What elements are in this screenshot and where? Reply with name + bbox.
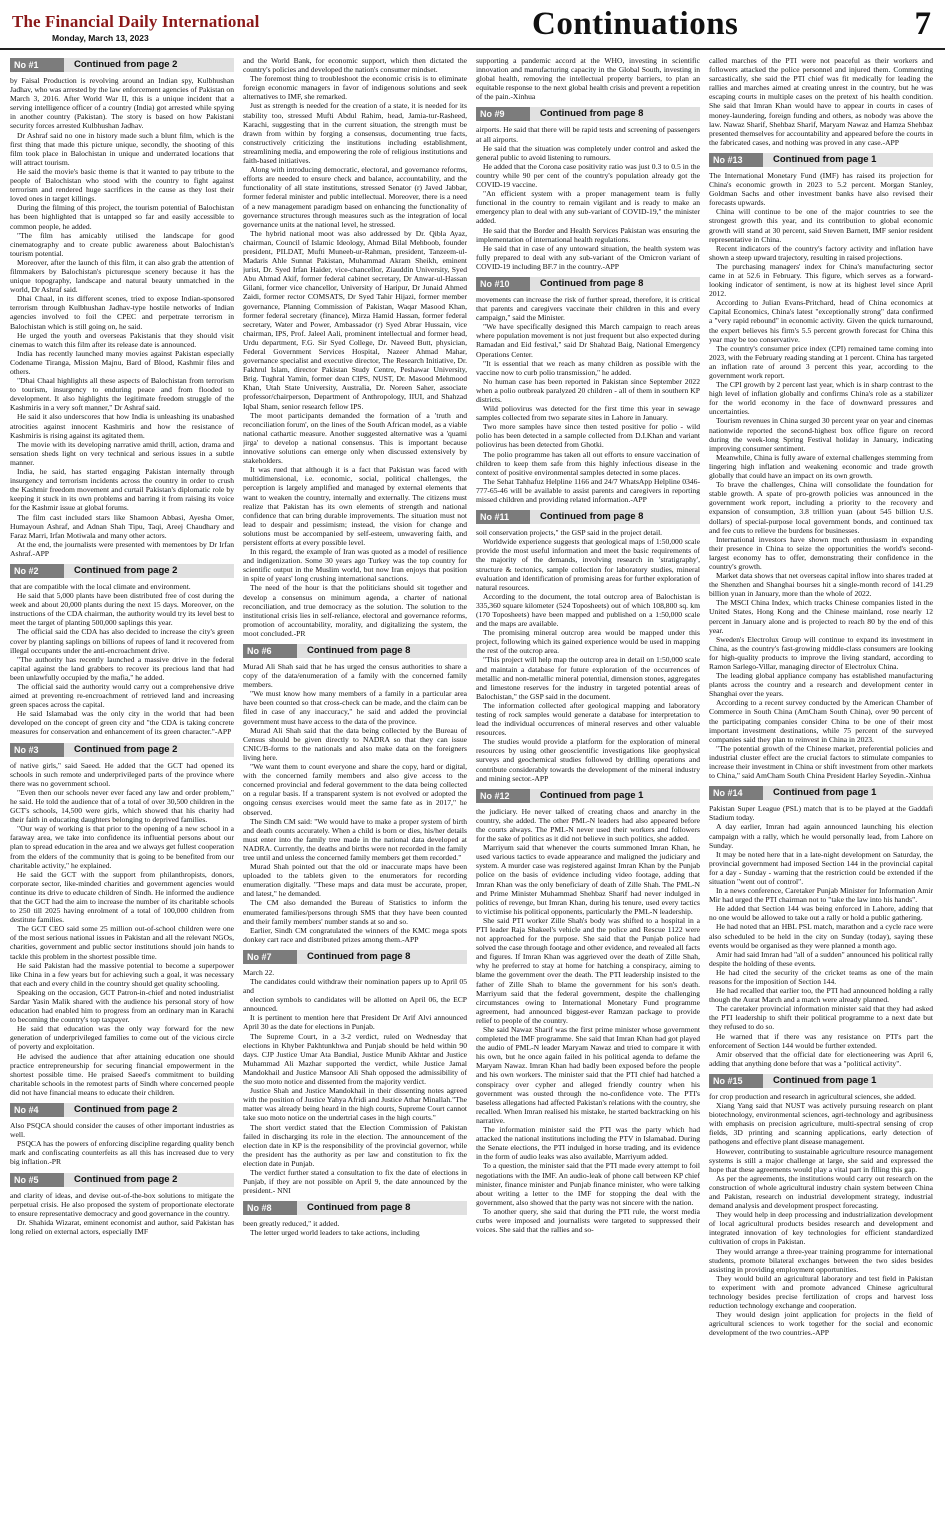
paragraph: Wild poliovirus was detected for the first time this year in sewage samples collected from two separate sites in Lahore in January.	[476, 404, 700, 423]
paragraph: soil conservation projects," the GSP said in the project detail.	[476, 528, 663, 538]
paragraph: "Our way of working is that prior to the opening of a new school in a faraway area, we take into confidence its influential persons about our plan to spread education in the area and we always get fullest cooperation from the elders of the community that is going to be benefited from our charitable activity," he explained.	[10, 824, 234, 870]
story-number: No #9	[476, 107, 530, 121]
story-header	[709, 786, 933, 800]
story-body	[476, 295, 700, 504]
paragraph: In this regard, the example of Iran was quoted as a model of resilience and indigenization. Some 30 years ago Turkey was the top country for scientific output in the Muslim world, but now Iran enjoys that position in spite of years' long crushing international sanctions.	[243, 547, 467, 584]
story-number: No #5	[10, 1173, 64, 1187]
paragraph: It may be noted here that in a late-night development on Saturday, the provincial government had imposed Section 144 in the provincial capital for a day - Sunday - warning that the restriction could be extended if the situation "went out of control".	[709, 849, 933, 886]
story-number: No #7	[243, 950, 297, 964]
paragraph: Amir observed that the official date for electioneering was April 6, adding that anything done before that was a "political activity".	[709, 1049, 933, 1068]
paragraph: The information collected after geological mapping and laboratory testing of rock samples would generate a database for interpretation to lead the individual occurrences of mineral reserves and other valuable resources.	[476, 700, 700, 738]
continued-story	[709, 153, 933, 780]
story-number: No #11	[476, 510, 530, 524]
paragraph: by Faisal Production is revolving around an Indian spy, Kulbhushan Jadhav, who was arrested by the law enforcement agencies of Pakistan on March 3, 2016. After World War II, this is a unique incident that a serving intelligence officer of a country (India) got arrested while spying in another country (Pakistan). The story is based on how Pakistani security forces arrested Kulbhushan Jadhav.	[10, 76, 234, 131]
story-body	[476, 528, 700, 783]
paragraph: Also PSQCA should consider the causes of other important industries as well.	[10, 1121, 234, 1140]
paragraph: Amir had said Imran had "all of a sudden" announced his political rally despite the holding of these events.	[709, 949, 933, 968]
paragraph: The Supreme Court, in a 3-2 verdict, ruled on Wednesday that elections in Khyber Pakhtunkhwa and Punjab should be held within 90 days. CJP Justice Umar Ata Bandial, Justice Munib Akhtar and Justice Muhammad Ali Mazhar supported the verdict, while Justice Jamal Mandokhail and Justice Mansoor Ali Shah opposed the admissibility of the suo moto notice and dissented from the majority verdict.	[243, 1031, 467, 1087]
story-header	[243, 644, 467, 658]
story-body	[10, 761, 234, 1097]
story-header	[10, 743, 234, 757]
paragraph: He said it also underscores that how India is unleashing its unabashed atrocities against innocent Kashmiris and how the resistance of Kashmiris is rising against its agitated them.	[10, 412, 234, 440]
story-body	[476, 56, 700, 101]
paragraph: He said that education was the only way forward for the new generation of underprivileged families to come out of the vicious circle of poverty and exploitation.	[10, 1024, 234, 1052]
continued-from-label: Continued from page 2	[64, 1103, 234, 1117]
paragraph: The polio programme has taken all out efforts to ensure vaccination of children to keep them safe from this highly infectious disease in the context of positive environmental samples detected in some places.	[476, 449, 700, 477]
paragraph: been greatly reduced," it added.	[243, 1219, 340, 1229]
story-body	[709, 171, 933, 780]
paragraph: Pakistan Super League (PSL) match that is to be played at the Gaddafi Stadium today.	[709, 804, 933, 823]
paragraph: Worldwide experience suggests that geological maps of 1:50,000 scale provide the most useful information and meet the basic requirements of the majority of the demands, involving research in 'stratigraphy', structure & tectonics, sample collection for laboratory studies, mineral evaluation and identification of promising areas for further exploration of natural resources.	[476, 537, 700, 592]
paragraph: The caretaker provincial information minister said that they had asked the PTI leadership to shift their political programme to a next date but they refused to do so.	[709, 1004, 933, 1032]
paragraph: Murad Ali Shah said that the data being collected by the Bureau of Census should be given directly to NADRA so that they can issue CNIC/B-forms to the nationals and also make data on the foreigners living here.	[243, 725, 467, 762]
paragraph: Dr. Shahida Wizarat, eminent economist and author, said Pakistan has long relied on external actors, especially IMF	[10, 1217, 234, 1236]
paragraph: The need of the hour is that the politicians should sit together and develop a consensus on minimum agenda, a charter of national reconciliation, and true democracy as the solution. The solution to the institutional crisis lies in self-reliance, electoral and governance reforms, promotion of accountability, morality, and digitalizing the system, the moot concluded.-PR	[243, 583, 467, 638]
story-body	[10, 1191, 234, 1236]
paragraph: "It is essential that we reach as many children as possible with the vaccine now to curb polio transmission," he added.	[476, 358, 700, 377]
paragraph: At the end, the journalists were presented with mementoes by Dr Irfan Ashraf.-APP	[10, 539, 234, 558]
column-2	[243, 56, 467, 1526]
continued-from-label: Continued from page 1	[530, 789, 700, 803]
paragraph: He urged the youth and overseas Pakistanis that they should visit cinemas to watch this film after its release date is announced.	[10, 330, 234, 349]
paragraph: The official said the authority would carry out a comprehensive drive aimed at preventing re-encroachment of retrieved land and increasing green spaces across the capital.	[10, 682, 234, 710]
masthead	[0, 0, 945, 50]
page-number: 7	[914, 6, 931, 42]
paragraph: "We want them to count everyone and share the copy, hard or digital, with the concerned family members and also give access to the concerned provincial and federal government to the data being collected on a regular basis. If a transparent system is not evolved or adopted the ongoing census exercises would meet the same fate as in 2017," he observed.	[243, 762, 467, 817]
paragraph: the judiciary. He never talked of creating chaos and anarchy in the country, she added. The other PML-N leaders had also appeared before the courts always. The PML-N never used their workers and followers for the sake of politics as it did not believe in such politics, she added.	[476, 806, 700, 844]
paragraph: "Even then our schools never ever faced any law and order problem," he said. He told the audience that of a total of over 30,500 children in the GCT's schools, 14,500 were girls, which showed that his charity had their faith in educating daughters belonging to deprived families.	[10, 787, 234, 825]
paragraph: and the World Bank, for economic support, which then dictated the country's policies and developed the nation's consumer mindset.	[243, 56, 467, 75]
story-number: No #2	[10, 564, 64, 578]
paragraph: The leading global appliance company has established manufacturing plants across the country and a research and development center in Shanghai over the years.	[709, 671, 933, 699]
paragraph: and clarity of ideas, and devise out-of-the-box solutions to mitigate the perpetual crisis. He also proposed the system of proportionate electorate to ensure representative democracy and good governance in the country.	[10, 1190, 234, 1218]
continued-from-label: Continued from page 8	[530, 107, 700, 121]
paragraph: Xiang Yang said that NUST was actively pursuing research on plant biotechnology, environmental sciences, agri-technology and agribusiness with emphasis on precision agriculture, multi-spectral sensing of crop fields, 3D printing and scanning applications, early detection of pathogens and effective plant disease management.	[709, 1101, 933, 1147]
paragraph: The movie with its developing narrative amid thrill, action, drama and sensation sheds light on very technical and serious issues in a subtle manner.	[10, 439, 234, 467]
story-number: No #14	[709, 786, 763, 800]
continued-from-label: Continued from page 1	[763, 786, 933, 800]
paragraph: It is pertinent to mention here that President Dr Arif Alvi announced April 30 as the date for elections in Punjab.	[243, 1013, 467, 1032]
paragraph: Speaking on the occasion, GCT Patron-in-chief and noted industrialist Sardar Yasin Malik shared with the audience his personal story of how education had enabled him to progress from an ordinary man in Karachi to becoming the country's top taxpayer.	[10, 987, 234, 1025]
column-1	[10, 56, 234, 1526]
paragraph: India has recently launched many movies against Pakistan especially Codename Tiranga, Mission Majnu, Bard of Blood, Kashmir files and others.	[10, 348, 234, 376]
paragraph: movements can increase the risk of further spread, therefore, it is critical that parents and caregivers vaccinate their children in this and every campaign," said the Minister.	[476, 294, 700, 323]
story-header	[10, 1173, 234, 1187]
paragraph: The foremost thing to troubleshoot the economic crisis is to eliminate foreign economic managers in favor of indigenous solutions and seek alternatives to IMF, she remarked.	[243, 74, 467, 102]
paragraph: The film cast included stars like Shamoon Abbasi, Ayesha Omer, Humayoun Ashraf, and Adnan Shah Tipu, Taqi, Areej Chaudhary and Faraz Marri, Irfan Motiwala and many other actors.	[10, 512, 234, 540]
paragraph: He said that the situation was completely under control and asked the general public to avoid listening to rumours.	[476, 143, 700, 162]
paragraph: She said PTI worker Zille Shah's body was shifted to a hospital in a PTI leader Raja Shakeel's vehicle and the police and Rescue 1122 were not approached for the purpose. She said that the Punjab police had solved the case through footage and other evidence, and revealed all facts and figures. If Imran Khan was aggrieved over the death of Zille Shah, why he preferred to stay at home for hatching a conspiracy, aiming to blame the government over the death. The PTI leadership insisted to the father of Zille Shah to blame the government for his son's death. Marriyum said that the federal government, despite the challenging circumstances owing to International Monetary Fund programme agreement, had announced biggest-ever Ramzan package to provide relief to people of the country.	[476, 915, 700, 1025]
story-number: No #13	[709, 153, 763, 167]
paragraph: According to Julian Evans-Pritchard, head of China economics at Capital Economics, China's latest "exceptionally strong" data confirmed a "very rapid rebound" in economic activity. Given the quick turnaround, the expert believes his firm's 5.5 percent growth forecast for China this year may be too conservative.	[709, 298, 933, 344]
story-body	[476, 125, 700, 271]
paragraph: The CM also demanded the Bureau of Statistics to inform the enumerated families/persons through SMS that they have been counted and their family members' number stands at so and so.	[243, 898, 467, 926]
paragraph: Dhai Chaal, in its different scenes, tried to expose Indian-sponsored terrorism through Kulbhushan Jadhav-type hostile networks of Indian agencies involved to foil the CPEC and perpetrate terrorism in Balochistan which is still going on, he said.	[10, 294, 234, 331]
paragraph: The verdict further stated a consultation to fix the date of elections in Punjab, if they are not possible on April 9, the date announced by the president.- NNI	[243, 1167, 467, 1196]
paragraph: He said the movie's basic theme is that it wanted to pay tribute to the people of Balochistan who stood with the country to fight against terrorism and rendered huge sacrifices in the cause as they lost their loved ones in target killings.	[10, 166, 234, 204]
continued-story	[243, 950, 467, 1195]
article-columns	[10, 56, 935, 1526]
paragraph: The CPI growth by 2 percent last year, which is in sharp contrast to the high level of inflation globally and confirms China's role as a stabilizer for the world economy in the face of downward pressures and uncertainties.	[709, 380, 933, 417]
paragraph: The candidates could withdraw their nomination papers up to April 05 and	[243, 977, 467, 996]
paragraph: "The film has amicably utilised the landscape for good cinematography and to create public awareness about Balochistan's tourism potential.	[10, 230, 234, 258]
paragraph: Meanwhile, China is fully aware of external challenges stemming from lingering high inflation and weakening economic and trade growth globally that could have an impact on its own growth.	[709, 452, 933, 481]
paragraph: He said Islamabad was the only city in the world that had been developed on the concept of green city and "the CDA is taking concrete measures for conservation and enhancement of its green character."-APP	[10, 709, 234, 737]
paragraph: of native girls," said Saeed. He added that the GCT had opened its schools in such remote and underprivileged parts of the province where there was no government school.	[10, 760, 234, 788]
paragraph: that are compatible with the local climate and environment.	[10, 581, 191, 591]
paragraph: He had cited the security of the cricket teams as one of the main reasons for the imposition of Section 144.	[709, 967, 933, 986]
story-body	[243, 662, 467, 944]
paragraph: In a news conference, Caretaker Punjab Minister for Information Amir Mir had urged the PTI chairman not to "take the law into his hands".	[709, 886, 933, 905]
newspaper-name: The Financial Daily International	[12, 12, 260, 31]
paragraph: Marriyum said that whenever the courts summoned Imran Khan, he used various tactics to evade appearance and maligned the judiciary and system. A murder case was registered against Imran Khan by the Punjab police on the basis of evidence including video footage, adding that Imran Khan was the only beneficiary of death of Zille Shah. The PML-N and Prime Minister Muhammad Shehbaz Sharif had never indulged in politics of revenge, but Imran Khan, during his tenure, used every tactics to victimise his political opponents, particularly the PML-N leadership.	[476, 843, 700, 916]
story-body	[10, 582, 234, 737]
story-number: No #8	[243, 1201, 297, 1215]
paragraph: He said that 5,000 plants have been distributed free of cost during the week and about 20,000 plants during the next 15 days. Moreover, on the instructions of the CDA chairman, the authority would try its level best to meet the target of planting 500,000 saplings this year.	[10, 591, 234, 628]
continued-story	[10, 1173, 234, 1236]
continued-story	[709, 1074, 933, 1338]
paragraph: He warned that if there was any resistance on PTI's part the enforcement of Section 144 would be further extended.	[709, 1031, 933, 1050]
paragraph: To another query, she said that during the PTI rule, the worst media curbs were imposed and journalists were targeted to suppressed their voices. She said that the rallies and so-	[476, 1206, 700, 1235]
paragraph: supporting a pandemic accord at the WHO, investing in scientific innovation and manufacturing capacity in the Global South, investing in global health, removing the intellectual property barriers, to plan an equitable response to the next global health crisis and prevent a repetition of the pain.-Xinhua	[476, 56, 700, 102]
continued-from-label: Continued from page 1	[763, 1074, 933, 1088]
paragraph: It was rued that although it is a fact that Pakistan was faced with multidimensional, i.e. economic, social, political challenges, the perception is largely amplified and managed by external elements that want to weaken the country, internally and externally. The citizens must realize that Pakistan has its own elements of strength and national confidence that can bring durable improvements. The situation must not lead to despair and pessimism; instead, the vision for change and solutions must be accompanied by self-esteem, unwavering faith, and persistent efforts at every possible level.	[243, 465, 467, 547]
paragraph: He added that the Corona case positivity ratio was just 0.3 to 0.5 in the country while 90 per cent of the country's population already got the COVID-19 vaccine.	[476, 161, 700, 190]
story-body	[243, 1219, 467, 1237]
paragraph: Murad Ali Shah said that he has urged the census authorities to share a copy of the data/enumeration of a family with the concerned family members.	[243, 662, 467, 690]
continued-story	[709, 56, 933, 147]
paragraph: called marches of the PTI were not peaceful as their workers and followers attacked the police personnel and injured them. Commenting sarcastically, she said the PTI chief was fit medically for leading the rallies and marches aimed at creating unrest in the country, but he was escaping courts in multiple cases on the pretext of his health condition. She said that Imran Khan would have to appear in courts in cases of money-laundering, foreign funding and others, as nobody was above the law. Nawaz Sharif, Shehbaz Sharif, Maryam Nawaz and Hamza Shehbaz presented themselves for accountability and appeared before the courts in the fabricated cases, and nothing was proved in any case.-APP	[709, 56, 933, 147]
paragraph: "An efficient system with a proper management team is fully functional in the country to remain vigilant and is ready to make an emergency plan to deal with any sub-variant of COVID-19," the minister added.	[476, 189, 700, 226]
paragraph: "We must know how many members of a family in a particular area have been counted so that cross-check can be made, and the claim can be filed in case of any inaccuracy," he said and added the provincial government must have access to the data of the province.	[243, 689, 467, 726]
paragraph: "The authority has recently launched a massive drive in the federal capital against the land grabbers to recover its precious land that had been unlawfully occupied by the mafia," he added.	[10, 654, 234, 682]
paragraph: "The potential growth of the Chinese market, preferential policies and industrial cluster effect are the crucial factors to stimulate companies to increase their investment in China or shift investment from other markets to China," said AmCham South China President Harley Seyedin.-Xinhua	[709, 743, 933, 781]
paragraph: During the filming of this project, the tourism potential of Balochistan has been highlighted that is untapped so far and easily accessible to common people, he added.	[10, 203, 234, 231]
paragraph: The purchasing managers' index for China's manufacturing sector came in at 52.6 in February. This figure, which serves as a forward-looking indicator of sentiment, is now at its highest level since April 2012.	[709, 261, 933, 299]
story-body	[10, 1121, 234, 1166]
paragraph: They would help in deep processing and industrialization development of local agricultural products besides research and development and integrated innovation of key technologies for efficient standardized cultivation of crops in Pakistan.	[709, 1210, 933, 1247]
paragraph: Justice Shah and Justice Mandokhail in their dissenting notes agreed with the position of Justice Yahya Afridi and Justice Athar Minallah."The matter was already being heard in the high courts, Supreme Court cannot take suo moto notice on the undertrial cases in the high courts."	[243, 1086, 467, 1123]
story-header	[476, 510, 700, 524]
paragraph: No human case has been reported in Pakistan since September 2022 when a polio outbreak paralyzed 20 children - all of them in southern KP districts.	[476, 376, 700, 404]
continued-from-label: Continued from page 8	[530, 277, 700, 291]
continued-story	[476, 107, 700, 271]
paragraph: The country's consumer price index (CPI) remained tame coming into 2023, with the February reading standing at 1 percent. China has targeted an inflation rate of around 3 percent this year, according to the government work report.	[709, 343, 933, 380]
continued-from-label: Continued from page 2	[64, 58, 234, 72]
paragraph: He said that in case of any untoward situation, the health system was fully prepared to deal with any sub-variant of the Omicron variant of COVID-19 including BF.7 in the country.-APP	[476, 243, 700, 271]
continued-story	[709, 786, 933, 1068]
paragraph: The letter urged world leaders to take actions, including	[250, 1228, 420, 1238]
story-header	[476, 277, 700, 291]
paragraph: To brave the challenges, China will consolidate the foundation for stable growth. A spate of pro-growth policies was announced in the government work report, including a priority to the recovery and expansion of consumption, 3.8 trillion yuan (about 545 billion U.S. dollars) of special-purpose local government bonds, and continued tax and fee cuts to relieve the burdens for businesses.	[709, 480, 933, 535]
story-header	[709, 1074, 933, 1088]
story-header	[476, 789, 700, 803]
continued-story	[10, 564, 234, 737]
paragraph: election symbols to candidates will be allotted on April 06, the ECP announced.	[243, 995, 467, 1014]
column-3	[476, 56, 700, 1526]
story-header	[10, 1103, 234, 1117]
paragraph: "We have specifically designed this March campaign to reach areas where population movement is not just frequent but also expected during Ramadan and Eid festival," said Dr Shahzad Baig, National Emergency Operations Center.	[476, 322, 700, 359]
paragraph: "This project will help map the outcrop area in detail on 1:50,000 scale and maintain a database for future exploration of the occurrences of metallic and non-metallic mineral potential, dimension stones, aggregates and limestone reserves for the industry in targeted potential areas of Balochistan," the GSP said in the document.	[476, 655, 700, 701]
story-header	[243, 950, 467, 964]
paragraph: The official said the CDA has also decided to increase the city's green cover by planting saplings on billions of rupees of land it recovered from illegal occupants under the anti-encroachment drive.	[10, 627, 234, 655]
paragraph: Sweden's Electrolux Group will continue to expand its investment in China, as the country's fast-growing middle-class consumers are looking for high-quality products to improve the living standard, according to Ramon Sarlego-Villar, managing director of Electrolux China.	[709, 634, 933, 671]
continued-story	[10, 1103, 234, 1166]
paragraph: Murad Shah pointed out that the old or inaccurate maps have been uploaded to the tablets given to the enumerators for recording enumeration digitally. "These maps and data must be accurate, proper, and latest," he demanded.	[243, 862, 467, 899]
story-number: No #4	[10, 1103, 64, 1117]
paragraph: The promising mineral outcrop area would be mapped under this project, following which its gained experience would be used in mapping the rest of the outcrop area.	[476, 628, 700, 656]
story-header	[709, 153, 933, 167]
continued-from-label: Continued from page 8	[297, 950, 467, 964]
paragraph: He added that Section 144 was being enforced in Lahore, adding that no one would be allowed to take out a rally or hold a public gathering.	[709, 904, 933, 923]
paragraph: He advised the audience that after attaining education one should practice entrepreneurship for securing financial empowerment in the shortest possible time. He praised Saeed's commitment to building charitable schools in the remotest parts of Sindh where concerned people did not have financial means to educate their children.	[10, 1051, 234, 1097]
story-body	[243, 968, 467, 1195]
story-body	[709, 56, 933, 147]
continued-from-label: Continued from page 2	[64, 564, 234, 578]
continued-from-label: Continued from page 8	[297, 644, 467, 658]
story-body	[709, 1092, 933, 1338]
continued-story	[476, 56, 700, 101]
paragraph: They would design joint application for projects in the field of agricultural sciences to work together for the social and economic development of the two countries.-APP	[709, 1310, 933, 1338]
paragraph: He had recalled that earlier too, the PTI had announced holding a rally though the Aurat March and a match were already planned.	[709, 986, 933, 1005]
paragraph: Tourism revenues in China surged 30 percent year on year and cinemas nationwide reported the second-highest box office figure on record during the week-long Spring Festival holiday in January, indicating improving consumer sentiment.	[709, 416, 933, 453]
paragraph: March 22.	[243, 967, 275, 977]
paragraph: He had noted that an HBL PSL match, marathon and a cycle race were also scheduled to be held in the city on Sunday (today), saying these events would be organised as they were planned a month ago.	[709, 922, 933, 950]
continued-from-label: Continued from page 2	[64, 1173, 234, 1187]
story-header	[10, 58, 234, 72]
continued-from-label: Continued from page 1	[763, 153, 933, 167]
paragraph: Just as strength is needed for the creation of a state, it is needed for its stability too, stressed Mufti Abdul Rahim, head, Jamia-tur-Rasheed, Karachi, suggesting that in the current situation, the strength must be drawn from within by forging a consensus, documenting true facts, constructively criticizing the institutions including establishment, streamlining media, and empowering the role of religious institutions and faith-based initiatives.	[243, 101, 467, 166]
paragraph: According to the document, the total outcrop area of Balochistan is 335,360 square kilometer (524 Toposheets) out of which 108,800 sq. km (170 Toposheets) have been mapped and published on a 1:50,000 scale and the maps are available.	[476, 591, 700, 629]
paragraph: The MSCI China Index, which tracks Chinese companies listed in the United States, Hong Kong and the Chinese mainland, rose nearly 12 percent in January alone and is projected to reach 80 by the end of this year.	[709, 598, 933, 635]
paragraph: According to a recent survey conducted by the American Chamber of Commerce in South China (AmCham South China), over 90 percent of the participating companies consider China to be one of their most important investment destinations, while 75 percent of the surveyed companies said they plan to reinvest in China in 2023.	[709, 698, 933, 744]
paragraph: Along with introducing democratic, electoral, and governance reforms, efforts are needed to ensure check and balance, accountability, and the functionality of all state institutions, stressed Senator (r) Javed Jabbar, former federal minister and public intellectual. Moreover, there is a need of a new management paradigm based on enhancing the functionality of governance structures through measures such as the integration of local governance units at the national level, he stressed.	[243, 165, 467, 229]
paragraph: As per the agreements, the institutions would carry out research on the construction of whole agricultural industry chain system between China and Pakistan, research on industrial development strategy, industrial demand analysis and development prospect forecasting.	[709, 1173, 933, 1211]
continued-story	[10, 58, 234, 558]
paragraph: To a question, the minister said that the PTI made every attempt to foil negotiations with the IMF. An audio-leak of phone call between KP chief minister, finance minister and Punjab finance minister, who were talking about writing a letter to the IMF for stopping the deal with the government, also showed that the party was not sincere with the nation.	[476, 1161, 700, 1207]
continued-story	[243, 644, 467, 944]
paragraph: The short verdict stated that the Election Commission of Pakistan failed in discharging its role in the election. The announcement of the election date in KP is the responsibility of the provincial governor, while the president has the authority as per law and constitution to fix the election date in Punjab.	[243, 1122, 467, 1168]
paragraph: Market data shows that net overseas capital inflow into shares traded at the Shenzhen and Shanghai bourses hit a single-month record of 141.29 billion yuan in January, more than the whole of 2022.	[709, 571, 933, 599]
section-title: Continuations	[532, 6, 739, 42]
paragraph: The information minister said the PTI was the party which had attacked the national institutions including the PTV in Islamabad. During the Senate elections, the PTI indulged in horse trading, and its evidence in the form of audio leaks was also available, Marriyum added.	[476, 1125, 700, 1162]
continued-story	[476, 789, 700, 1234]
story-header	[476, 107, 700, 121]
paragraph: Earlier, Sindh CM congratulated the winners of the KMC mega spots donkey cart race and distributed prizes among them.-APP	[243, 925, 467, 944]
continued-story	[243, 56, 467, 638]
paragraph: They would build an agricultural laboratory and test field in Pakistan to experiment with and promote advanced Chinese agricultural technology besides precise fertilization of crops and harvest loss reduction technology exchange and cooperation.	[709, 1273, 933, 1311]
paragraph: Two more samples have since then tested positive for polio - wild polio has been detected in a sample collected from D.I.Khan and variant poliovirus has been detected from Ghotki.	[476, 422, 700, 450]
story-body	[10, 76, 234, 558]
story-body	[709, 804, 933, 1068]
paragraph: India, he said, has started engaging Pakistan internally through insurgency and terrorism incidents across the country in order to crush the Kashmir freedom movement and curtail Pakistan's diplomatic role by keeping it stuck in its own problems and barring it from raising its voice for the Kashmir issue at global forums.	[10, 467, 234, 513]
story-number: No #15	[709, 1074, 763, 1088]
paragraph: They would arrange a three-year training programme for international students, promote bilateral exchanges between the two sides besides assisting in providing employment opportunities.	[709, 1246, 933, 1274]
paragraph: A day earlier, Imran had again announced launching his election campaign with a rally, which he would personally lead, from Lahore on Sunday.	[709, 822, 933, 850]
paragraph: The Sehat Tahhafuz Helpline 1166 and 24/7 WhatsApp Helpline 0346-777-65-46 will be available to assist parents and caregivers in reporting missed children and providing related information.-APP	[476, 476, 700, 505]
paragraph: Moreover, after the launch of this film, it can also grab the attention of filmmakers by Balochistan's picturesque scenery because it has the unique topography, landscape and natural beauty unmatched in the world, Dr Ashraf said.	[10, 257, 234, 295]
paragraph: He said Pakistan had the massive potential to become a superpower like China in a few years but for achieving such a goal, it was necessary that each and every child in the country should get quality schooling.	[10, 960, 234, 988]
story-number: No #10	[476, 277, 530, 291]
paragraph: airports. He said that there will be rapid tests and screening of passengers at all airports.	[476, 125, 700, 144]
paragraph: The studies would provide a platform for the exploration of mineral resources by using other geoscientific investigations like geophysical surveys and geochemical studies followed by drilling operations and contribute considerably towards the development of the mineral industry and mining sector.-APP	[476, 737, 700, 783]
column-4	[709, 56, 933, 1526]
paragraph: The GCT CEO said some 25 million out-of-school children were one of the most serious national issues in Pakistan and all the relevant NGOs, charities, government and public sector institutions should join hands to tackle this problem in the shortest possible time.	[10, 924, 234, 961]
paragraph: International investors have shown much enthusiasm in expanding their presence in China to seize the opportunities the world's second-largest economy has to offer, demonstrating their confidence in the country's growth.	[709, 534, 933, 571]
continued-story	[243, 1201, 467, 1237]
story-number: No #1	[10, 58, 64, 72]
paragraph: He said that the Border and Health Services Pakistan was ensuring the implementation of international health regulations.	[476, 225, 700, 244]
paragraph: Dr Ashraf said no one in history made such a blunt film, which is the first thing that made this picture unique, secondly, the shooting of this film took place in Balochistan in unique and underrated locations that will attract tourism.	[10, 130, 234, 167]
paragraph: The moot participants demanded the formation of a 'truth and reconciliation forum', on the lines of the South African model, as a viable national cathartic measure. Another suggested alternative was a 'quami jirga' to develop a national consensus. This is important because innovative solutions can emerge only when discussed extensively by stakeholders.	[243, 410, 467, 466]
story-body	[476, 807, 700, 1234]
paragraph: PSQCA has the powers of enforcing discipline regarding quality bench mark and confiscating counterfeits as all this has increased due to very big inflation.-PR	[10, 1139, 234, 1167]
continued-from-label: Continued from page 8	[530, 510, 700, 524]
paragraph: He said the GCT with the support from philanthropists, donors, corporate sector, like-minded charities and government agencies would continue its drive to educate children of Sindh. He informed the audience that the GCT had the aim to increase the number of its charitable schools to 250 till 2025 having enrolment of a total of 100,000 children from destitute families.	[10, 869, 234, 925]
paragraph: However, contributing to sustainable agriculture resource management systems is still a major challenge at large, she said and expressed the hope that these agreements would play a vital part in filling this gap.	[709, 1146, 933, 1174]
story-number: No #3	[10, 743, 64, 757]
paragraph: Recent indicators of the country's factory activity and inflation have shown a steep upward trajectory, resulting in raised projections.	[709, 243, 933, 262]
paragraph: She said Nawaz Sharif was the first prime minister whose government completed the IMF programme. She said that Imran Khan had got played the audio of PML-N leader Maryam Nawaz and tried to compare it with his own, but he once again failed in his political agenda to defame the Maryam Nawaz. Imran Khan had badly been exposed before the people and his own workers. The minister said that the PTI chief had hatched a conspiracy over cypher and alleged friendly country when his government was ousted through the no-confidence vote. The PTI's baseless allegations had affected Pakistan's relations with the country, she recalled. When Imran realised his mistake, he started backtracking on his narrative.	[476, 1025, 700, 1125]
paragraph: The hybrid national moot was also addressed by Dr. Qibla Ayaz, chairman, Council of Islamic Ideology, Ahmad Bilal Mehboob, founder president, PILDAT, Mufti Muneeb-ur-Rahman, president, Tanzeem-ul-Madaris Ahle Sunnat Pakistan, Muhammad Akram Sheikh, eminent jurist, Dr. Syed Irfan Haider, vice-chancellor, Ziauddin University, Syed Abu Ahmad Akif, former federal cabinet secretary, Dr Anwar-ul-Hassan Gilani, former vice chancellor, University of Haripur, Dr Junaid Ahmed Zaidi, former rector COMSATS, Dr Syed Tahir Hijazi, former member governance, Planning Commission of Pakistan, Waqar Masood Khan, former federal secretary (finance), Mirza Hamid Hassan, former federal secretary, Water and Power, Ambassador (r) Syed Abrar Hussain, vice chairman, IPS, Prof. Jaleel Aali, prominent intellectual and former head, Urdu department, F.G. Sir Syed College, Dr. Naveed Butt, physician, Federal Government Services Hospital, Nazeer Ahmad Mahar, governance specialist and executive director, The Research Initiative, Dr. Fakhrul Islam, director Pakistan Study Centre, Peshawar University, Brig. Tughral Yamin, former dean CIPS, NUST, Dr. Masood Mehmood Khan, Utah State University, Australia, Dr. Noreen Saher, associate professor/chairperson, Department of Anthropology, IIUI, and Shahzad Iqbal Sham, senior research fellow IPS.	[243, 228, 467, 411]
story-body	[243, 56, 467, 638]
issue-date: Monday, March 13, 2023	[52, 33, 149, 43]
story-number: No #12	[476, 789, 530, 803]
continued-story	[10, 743, 234, 1097]
paragraph: China will continue to be one of the major countries to see the strongest growth this year, and its contribution to global economic growth will stand at 30 percent, said Steven Barnett, IMF senior resident representative in China.	[709, 207, 933, 244]
paragraph: The Sindh CM said: "We would have to make a proper system of birth and death counts accurately. When a child is born or dies, his/her details must enter into the family tree made in the national data developed at NADRA. Currently, the deaths and births were not recorded in the family tree until and unless the concerned family members get them recorded."	[243, 816, 467, 862]
continued-story	[476, 277, 700, 504]
paragraph: for crop production and research in agricultural sciences, she added.	[709, 1091, 916, 1101]
continued-from-label: Continued from page 8	[297, 1201, 467, 1215]
story-number: No #6	[243, 644, 297, 658]
continued-story	[476, 510, 700, 783]
paragraph: The International Monetary Fund (IMF) has raised its projection for China's economic growth in 2023 to 5.2 percent. Morgan Stanley, Goldman Sachs and other investment banks have also revised their forecasts upwards.	[709, 170, 933, 208]
story-header	[243, 1201, 467, 1215]
continued-from-label: Continued from page 2	[64, 743, 234, 757]
story-header	[10, 564, 234, 578]
paragraph: "Dhai Chaal highlights all these aspects of Balochistan from terrorism to tourism, insurgency to enduring peace and from flooded to development. It also highlights the legitimate freedom struggle of the Kashmiris in a very soft manner," Dr Ashraf said.	[10, 376, 234, 413]
